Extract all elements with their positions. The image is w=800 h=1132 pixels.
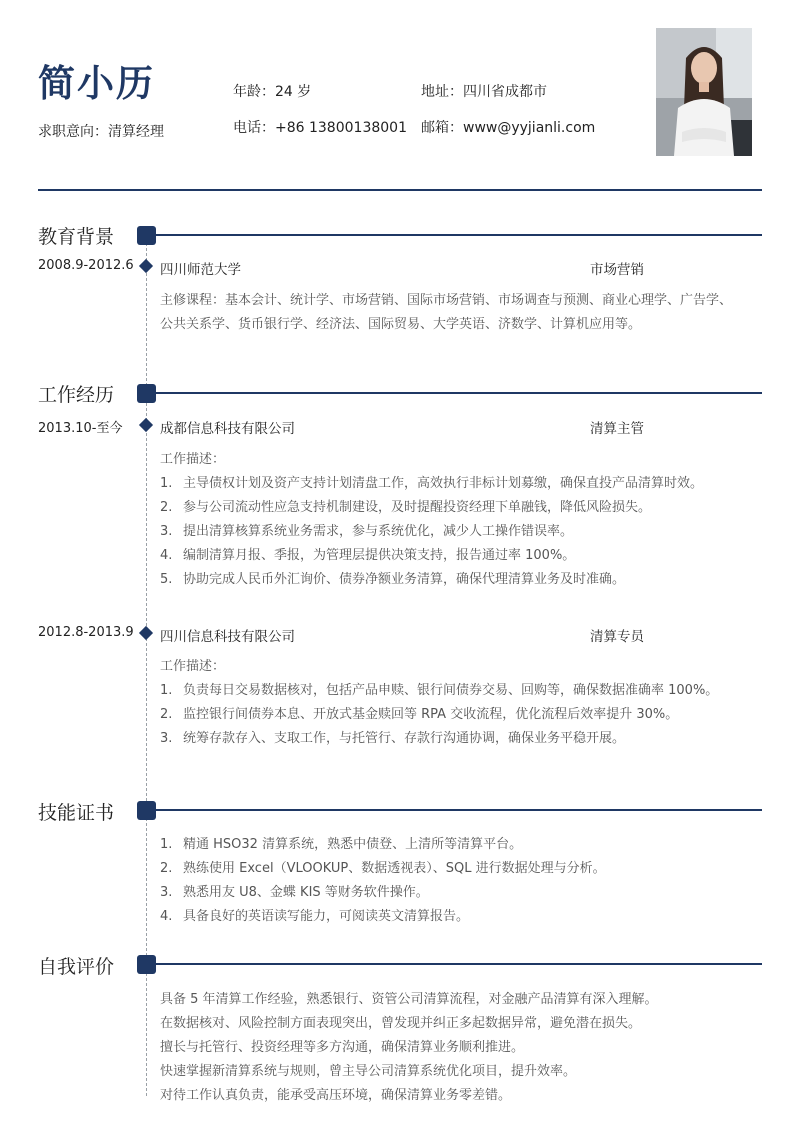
self-eval-line: 在数据核对、风险控制方面表现突出，曾发现并纠正多起数据异常，避免潜在损失。 [160, 1016, 642, 1031]
self-eval-line: 具备 5 年清算工作经验，熟悉银行、资管公司清算流程，对金融产品清算有深入理解。 [160, 992, 658, 1007]
job-date: 2013.10-至今 [38, 421, 123, 436]
timeline-diamond [139, 418, 153, 432]
skill-item: 4. 具备良好的英语读写能力，可阅读英文清算报告。 [160, 909, 470, 924]
courses-line: 主修课程：基本会计、统计学、市场营销、国际市场营销、市场调查与预测、商业心理学、广告学、 [160, 293, 733, 308]
section-marker [137, 226, 156, 245]
company-name: 四川信息科技有限公司 [160, 629, 295, 645]
skill-item: 2. 熟练使用 Excel（VLOOKUP、数据透视表）、SQL 进行数据处理与分析。 [160, 861, 606, 876]
courses-line: 公共关系学、货币银行学、经济法、国际贸易、大学英语、济数学、计算机应用等。 [160, 317, 642, 332]
header-divider [38, 189, 762, 191]
job-intention: 求职意向：清算经理 [38, 124, 164, 140]
phone-info: 电话：+86 13800138001 [233, 120, 407, 136]
self-eval-line: 擅长与托管行、投资经理等多方沟通，确保清算业务顺利推进。 [160, 1040, 525, 1055]
self-eval-line: 快速掌握新清算系统与规则，曾主导公司清算系统优化项目，提升效率。 [160, 1064, 577, 1079]
age-info: 年龄：24 岁 [233, 84, 312, 100]
job-desc-label: 工作描述： [160, 659, 226, 674]
skills-title: 技能证书 [38, 802, 115, 824]
job-desc-item: 5. 协助完成人民币外汇询价、债券净额业务清算，确保代理清算业务及时准确。 [160, 572, 626, 587]
profile-photo-illustration [656, 28, 752, 156]
self-eval-title: 自我评价 [38, 956, 115, 978]
education-date: 2008.9-2012.6 [38, 258, 134, 273]
education-title: 教育背景 [38, 226, 115, 248]
job-desc-item: 2. 监控银行间债券本息、开放式基金赎回等 RPA 交收流程，优化流程后效率提升 30%。 [160, 707, 679, 722]
job-desc-label: 工作描述： [160, 452, 226, 467]
job-role: 清算专员 [590, 629, 644, 645]
section-marker [137, 955, 156, 974]
job-desc-item: 2. 参与公司流动性应急支持机制建设，及时提醒投资经理下单融钱，降低风险损失。 [160, 500, 652, 515]
major-name: 市场营销 [590, 262, 644, 278]
job-desc-item: 3. 提出清算核算系统业务需求，参与系统优化，减少人工操作错误率。 [160, 524, 574, 539]
job-role: 清算主管 [590, 421, 644, 437]
section-rule [156, 392, 762, 394]
address-info: 地址：四川省成都市 [421, 84, 547, 100]
school-name: 四川师范大学 [160, 262, 241, 278]
section-marker [137, 384, 156, 403]
timeline-diamond [139, 259, 153, 273]
section-rule [156, 809, 762, 811]
resume-name: 简小历 [38, 62, 155, 105]
work-title: 工作经历 [38, 384, 115, 406]
profile-photo [656, 28, 752, 156]
job-desc-item: 1. 主导债权计划及资产支持计划清盘工作，高效执行非标计划募缴，确保直投产品清算时效。 [160, 476, 704, 491]
section-marker [137, 801, 156, 820]
section-rule [156, 234, 762, 236]
job-desc-item: 1. 负责每日交易数据核对，包括产品申赎、银行间债券交易、回购等，确保数据准确率 100%。 [160, 683, 719, 698]
self-eval-line: 对待工作认真负责，能承受高压环境，确保清算业务零差错。 [160, 1088, 512, 1103]
skill-item: 1. 精通 HSO32 清算系统，熟悉中债登、上清所等清算平台。 [160, 837, 523, 852]
skill-item: 3. 熟悉用友 U8、金蝶 KIS 等财务软件操作。 [160, 885, 429, 900]
timeline-diamond [139, 626, 153, 640]
section-rule [156, 963, 762, 965]
job-desc-item: 4. 编制清算月报、季报，为管理层提供决策支持，报告通过率 100%。 [160, 548, 576, 563]
job-desc-item: 3. 统筹存款存入、支取工作，与托管行、存款行沟通协调，确保业务平稳开展。 [160, 731, 626, 746]
company-name: 成都信息科技有限公司 [160, 421, 295, 437]
job-date: 2012.8-2013.9 [38, 625, 134, 640]
email-info: 邮箱：www@yyjianli.com [421, 120, 596, 136]
